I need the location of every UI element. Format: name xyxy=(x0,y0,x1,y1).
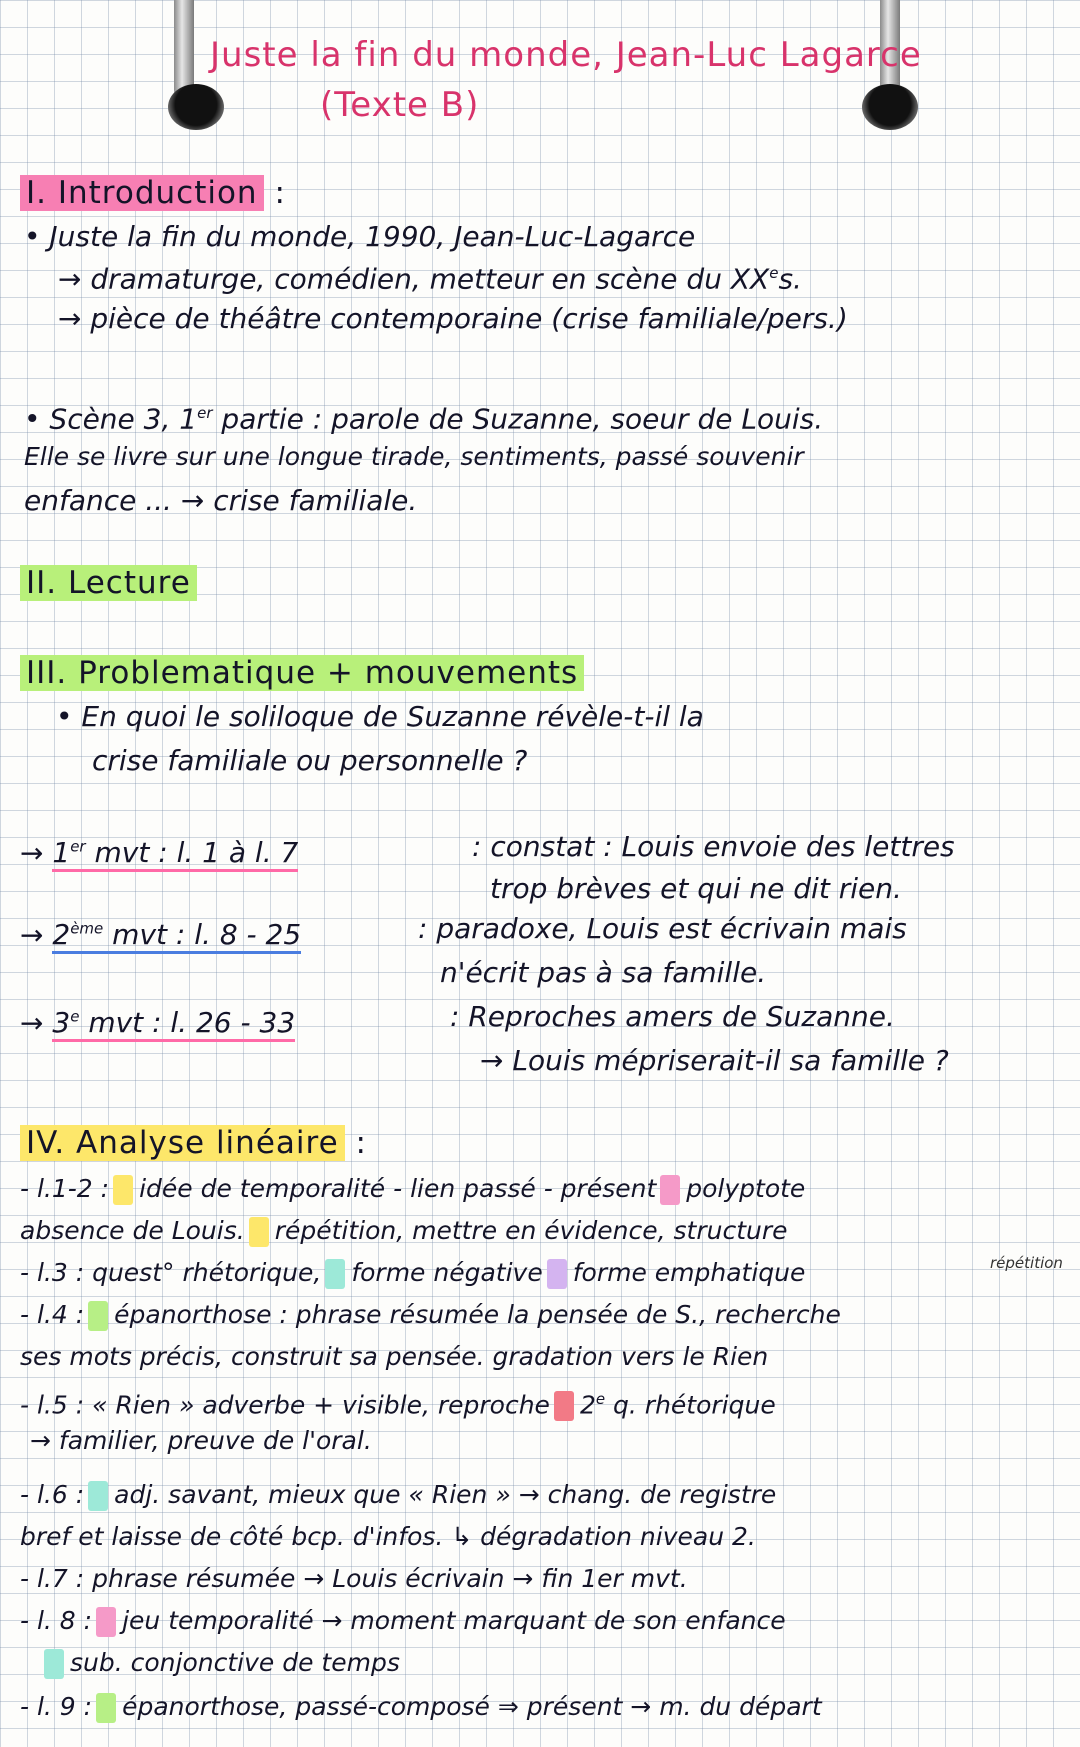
highlight-swatch xyxy=(44,1649,64,1679)
highlight-swatch xyxy=(660,1175,680,1205)
problematique-line-1: • En quoi le soliloque de Suzanne révèle-t-il la xyxy=(56,700,704,733)
intro-line-1: • Juste la fin du monde, 1990, Jean-Luc-Lagarce xyxy=(24,220,696,253)
movement-3-label xyxy=(20,1000,295,1040)
analyse-row-4-text: épanorthose : phrase résumée la pensée de S., recherche xyxy=(114,1300,841,1329)
section-heading-problematique xyxy=(20,656,584,690)
intro-line-4-text: • Scène 3, 1 xyxy=(24,402,198,436)
intro-line-5: Elle se livre sur une longue tirade, sentiments, passé souvenir xyxy=(24,442,804,471)
analyse-row-11 xyxy=(20,1604,786,1638)
analyse-row-6 xyxy=(20,1382,776,1422)
movement-2-ref xyxy=(52,918,301,954)
highlight-swatch xyxy=(96,1693,116,1723)
analyse-row-7: → familier, preuve de l'oral. xyxy=(30,1426,372,1455)
movement-3-ref xyxy=(52,1006,295,1042)
movement-1-num: 1 xyxy=(52,836,71,870)
heading-colon: : xyxy=(355,1125,367,1161)
movement-2-desc-2: n'écrit pas à sa famille. xyxy=(440,956,767,989)
movement-2-num: 2 xyxy=(52,918,71,952)
analyse-row-4-ref: - l.4 : xyxy=(20,1300,85,1329)
movement-3-arrow: → xyxy=(20,1006,44,1040)
analyse-row-3-neg: forme négative xyxy=(351,1258,543,1287)
highlight-swatch xyxy=(554,1391,574,1421)
analyse-row-1-text: idée de temporalité - lien passé - présent xyxy=(139,1174,657,1203)
analyse-row-3-text: - l.3 : quest° rhétorique, xyxy=(20,1258,322,1287)
intro-line-2 xyxy=(58,256,802,296)
analyse-row-13-ref: - l. 9 : xyxy=(20,1692,93,1721)
section-heading-introduction xyxy=(20,176,286,210)
intro-line-2-end: s. xyxy=(778,262,802,296)
highlight-swatch xyxy=(96,1607,116,1637)
highlight-swatch xyxy=(547,1259,567,1289)
analyse-row-2-desc: répétition, mettre en évidence, structure xyxy=(274,1216,788,1245)
movement-2-arrow: → xyxy=(20,918,44,952)
analyse-row-8-ref: - l.6 : xyxy=(20,1480,85,1509)
movement-3-desc-2: → Louis mépriserait-il sa famille ? xyxy=(480,1044,949,1077)
analyse-row-5: ses mots précis, construit sa pensée. gradation vers le Rien xyxy=(20,1342,769,1371)
movement-1-desc-2: trop brèves et qui ne dit rien. xyxy=(490,872,902,905)
analyse-row-1-ref: - l.1-2 : xyxy=(20,1174,110,1203)
analyse-row-3 xyxy=(20,1256,805,1290)
analyse-row-13-text: épanorthose, passé-composé ⇒ présent → m. du départ xyxy=(122,1692,822,1721)
page-subtitle: (Texte B) xyxy=(320,85,480,125)
movement-3-num: 3 xyxy=(52,1006,71,1040)
movement-1-arrow: → xyxy=(20,836,44,870)
analyse-row-13 xyxy=(20,1690,822,1724)
highlight-swatch xyxy=(113,1175,133,1205)
analyse-row-6-text: - l.5 : « Rien » adverbe + visible, reproche xyxy=(20,1390,550,1420)
movement-3-lines: mvt : l. 26 - 33 xyxy=(79,1006,296,1040)
movement-1-ref xyxy=(52,836,298,872)
analyse-row-6-num: 2 xyxy=(579,1390,596,1420)
analyse-row-1 xyxy=(20,1172,805,1206)
intro-line-3: → pièce de théâtre contemporaine (crise familiale/pers.) xyxy=(58,302,848,335)
analyse-row-8 xyxy=(20,1478,776,1512)
intro-line-4-end: partie : parole de Suzanne, soeur de Louis. xyxy=(212,402,824,436)
highlight-swatch xyxy=(325,1259,345,1289)
analyse-row-11-ref: - l. 8 : xyxy=(20,1606,93,1635)
analyse-row-9: bref et laisse de côté bcp. d'infos. ↳ dégradation niveau 2. xyxy=(20,1522,756,1551)
intro-line-2-text: → dramaturge, comédien, metteur en scène du XX xyxy=(58,262,770,296)
movement-2-sup: ème xyxy=(70,920,104,938)
analyse-row-12 xyxy=(40,1646,400,1680)
highlight-swatch xyxy=(88,1301,108,1331)
intro-line-4-sup: er xyxy=(197,404,213,422)
analyse-row-4 xyxy=(20,1298,841,1332)
analyse-row-6-end: q. rhétorique xyxy=(605,1390,776,1420)
analyse-row-11-text: jeu temporalité → moment marquant de son enfance xyxy=(122,1606,786,1635)
movement-1-desc-1: : constat : Louis envoie des lettres xyxy=(472,830,955,863)
heading-text: II. Lecture xyxy=(20,565,197,601)
problematique-line-2: crise familiale ou personnelle ? xyxy=(92,744,528,777)
analyse-row-2-note: répétition xyxy=(990,1254,1063,1272)
highlight-swatch xyxy=(249,1217,269,1247)
heading-text: I. Introduction xyxy=(20,175,264,211)
analyse-row-1-term: polyptote xyxy=(686,1174,806,1203)
section-heading-lecture xyxy=(20,566,197,600)
movement-2-lines: mvt : l. 8 - 25 xyxy=(103,918,302,952)
section-heading-analyse xyxy=(20,1126,367,1160)
movement-1-label xyxy=(20,830,298,870)
analyse-row-10: - l.7 : phrase résumée → Louis écrivain → fin 1er mvt. xyxy=(20,1564,688,1593)
binder-hole-left xyxy=(168,84,224,130)
heading-text: III. Problematique + mouvements xyxy=(20,655,584,691)
movement-2-desc-1: : paradoxe, Louis est écrivain mais xyxy=(418,912,907,945)
movement-1-lines: mvt : l. 1 à l. 7 xyxy=(85,836,299,870)
analyse-row-3-emph: forme emphatique xyxy=(572,1258,806,1287)
analyse-row-12-text: sub. conjonctive de temps xyxy=(70,1648,400,1677)
heading-text: IV. Analyse linéaire xyxy=(20,1125,345,1161)
movement-3-sup: e xyxy=(70,1008,80,1026)
analyse-row-2-text: absence de Louis. xyxy=(20,1216,245,1245)
intro-line-4 xyxy=(24,396,823,436)
intro-line-2-sup: e xyxy=(769,264,779,282)
movement-3-desc-1: : Reproches amers de Suzanne. xyxy=(450,1000,895,1033)
highlight-swatch xyxy=(88,1481,108,1511)
movement-2-label xyxy=(20,912,301,952)
page-title: Juste la fin du monde, Jean-Luc Lagarce xyxy=(210,35,922,75)
analyse-row-2 xyxy=(20,1214,788,1248)
intro-line-6: enfance ... → crise familiale. xyxy=(24,484,418,517)
binder-hole-right xyxy=(862,84,918,130)
movement-1-sup: er xyxy=(70,838,86,856)
heading-colon: : xyxy=(274,175,286,211)
analyse-row-6-sup: e xyxy=(595,1390,606,1408)
analyse-row-8-text: adj. savant, mieux que « Rien » → chang. de registre xyxy=(114,1480,777,1509)
